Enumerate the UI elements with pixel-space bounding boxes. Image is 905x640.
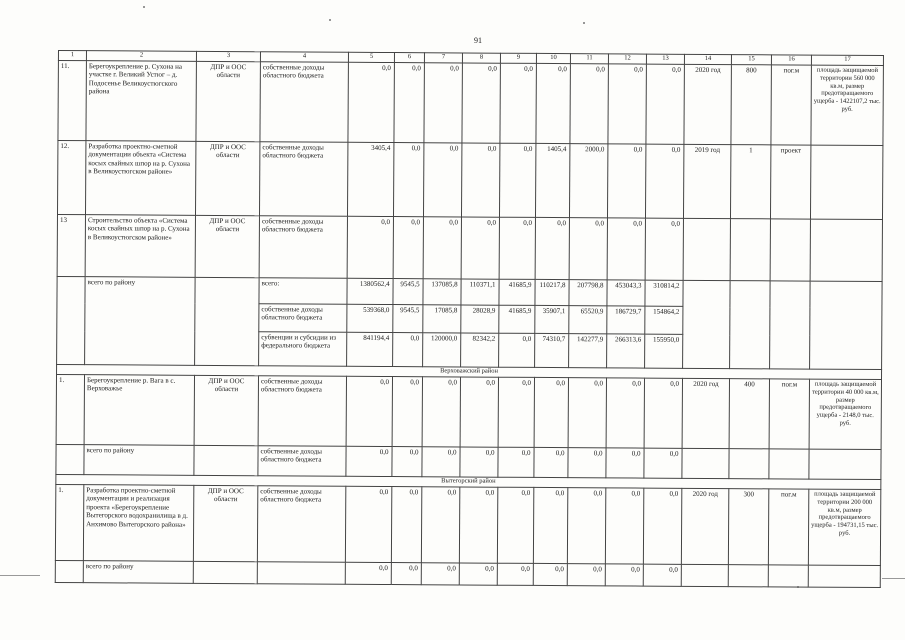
value-cell: 65520,9 xyxy=(569,306,607,334)
unit: пог.м xyxy=(769,379,809,449)
value-cell: 2000,0 xyxy=(569,144,607,218)
value-cell: 0,0 xyxy=(461,143,499,217)
header-cell: 14 xyxy=(684,54,731,64)
header-cell: 2 xyxy=(86,51,196,62)
value-cell: 0,0 xyxy=(422,447,460,477)
empty-cell xyxy=(809,449,881,479)
value-cell: 35907,1 xyxy=(535,305,569,333)
value-cell: 841194,4 xyxy=(347,332,393,366)
value-cell: 0,0 xyxy=(568,378,606,448)
value-cell: 0,0 xyxy=(347,216,393,278)
value-cell: 0,0 xyxy=(605,564,643,586)
value-cell: 0,0 xyxy=(421,563,459,585)
empty-cell xyxy=(683,280,731,368)
value-cell: 0,0 xyxy=(421,487,459,563)
empty-cell xyxy=(257,562,345,585)
quantity: 800 xyxy=(731,65,771,145)
funding-source: собственные доходы областного бюджета xyxy=(257,486,345,563)
header-cell: 4 xyxy=(260,52,348,63)
unit xyxy=(770,219,810,281)
value-cell: 0,0 xyxy=(606,378,644,448)
value-cell: 0,0 xyxy=(534,447,568,477)
value-cell: 0,0 xyxy=(423,217,461,279)
empty-cell xyxy=(729,449,769,479)
project-name: Строительство объекта «Система косых свайных шпор на р. Сухона в Великоустюгском районе» xyxy=(85,215,195,278)
header-cell: 12 xyxy=(608,54,646,64)
value-cell: 0,0 xyxy=(646,64,684,144)
value-cell: 142277,9 xyxy=(569,334,607,368)
empty-cell xyxy=(769,449,809,479)
empty-cell xyxy=(195,277,260,365)
total-row xyxy=(57,276,882,307)
value-cell: 0,0 xyxy=(570,64,608,144)
value-cell: 110217,8 xyxy=(535,279,569,305)
scan-edge-line xyxy=(882,578,905,579)
value-cell: 0,0 xyxy=(497,487,533,563)
table-row xyxy=(57,141,882,220)
header-cell: 11 xyxy=(570,54,608,64)
header-cell: 13 xyxy=(646,54,684,64)
value-cell: 0,0 xyxy=(423,143,461,217)
funding-source: собственные доходы областного бюджета xyxy=(258,376,346,447)
value-cell: 0,0 xyxy=(644,378,682,448)
value-cell: 0,0 xyxy=(346,446,392,476)
value-cell: 0,0 xyxy=(497,563,533,585)
empty-cell xyxy=(56,444,84,474)
value-cell: 0,0 xyxy=(608,64,646,144)
value-cell: 0,0 xyxy=(498,447,534,477)
header-cell: 7 xyxy=(424,53,462,63)
header-cell: 1 xyxy=(58,51,86,61)
value-cell: 3405,4 xyxy=(347,142,393,216)
empty-cell xyxy=(681,564,728,586)
value-cell: 41685,9 xyxy=(499,279,535,305)
value-cell: 120000,0 xyxy=(423,333,461,367)
table-row xyxy=(58,61,883,146)
header-cell: 3 xyxy=(196,51,260,61)
funding-source: субвенции и субсидии из федерального бюджета xyxy=(259,332,347,367)
value-cell: 0,0 xyxy=(607,218,645,280)
scan-edge-line xyxy=(0,575,40,576)
value-cell: 0,0 xyxy=(645,218,683,280)
funding-source: всего: xyxy=(259,278,347,305)
value-cell: 82342,2 xyxy=(461,333,499,367)
value-cell: 0,0 xyxy=(606,448,644,478)
note xyxy=(810,145,882,219)
value-cell: 0,0 xyxy=(460,447,498,477)
scan-speck xyxy=(583,22,585,24)
value-cell: 9545,5 xyxy=(393,305,423,333)
value-cell: 0,0 xyxy=(605,488,643,564)
table-body xyxy=(55,51,883,588)
header-cell: 16 xyxy=(771,55,811,65)
unit: пог.м xyxy=(771,65,811,145)
value-cell: 17085,8 xyxy=(423,305,461,333)
value-cell: 0,0 xyxy=(461,217,499,279)
row-number: 13 xyxy=(57,214,85,276)
value-cell: 0,0 xyxy=(459,563,497,585)
table-row xyxy=(56,374,881,449)
empty-cell xyxy=(193,561,257,583)
funding-source: собственные доходы областного бюджета xyxy=(258,446,346,477)
value-cell: 0,0 xyxy=(348,62,394,142)
header-cell: 15 xyxy=(731,55,771,65)
value-cell: 310814,2 xyxy=(645,280,683,306)
empty-cell xyxy=(682,448,729,478)
row-number: 11. xyxy=(58,61,86,141)
header-cell: 6 xyxy=(394,53,424,63)
value-cell: 0,0 xyxy=(345,562,391,584)
value-cell: 207798,8 xyxy=(569,280,607,306)
value-cell: 9545,5 xyxy=(393,279,423,305)
value-cell: 0,0 xyxy=(643,564,681,586)
value-cell: 0,0 xyxy=(535,217,569,279)
value-cell: 0,0 xyxy=(460,377,498,447)
value-cell: 0,0 xyxy=(391,563,421,585)
value-cell: 0,0 xyxy=(462,63,500,143)
table-row xyxy=(57,214,882,281)
header-cell: 17 xyxy=(811,55,883,65)
value-cell: 0,0 xyxy=(499,143,535,217)
project-name: Берегоукрепление р. Вага в с. Верховажье xyxy=(84,375,194,446)
empty-cell xyxy=(808,565,880,587)
quantity: 1 xyxy=(730,145,770,219)
completion-year: 2020 год xyxy=(684,64,731,144)
value-cell: 0,0 xyxy=(533,563,567,585)
value-cell: 0,0 xyxy=(533,487,567,563)
scan-speck xyxy=(143,6,145,8)
quantity: 300 xyxy=(728,489,768,565)
value-cell: 0,0 xyxy=(607,144,645,218)
row-number: 1. xyxy=(55,484,83,560)
page-number: 91 xyxy=(474,36,482,45)
value-cell: 0,0 xyxy=(391,487,421,563)
value-cell: 0,0 xyxy=(346,376,392,446)
value-cell: 0,0 xyxy=(394,63,424,143)
value-cell: 0,0 xyxy=(499,333,535,367)
value-cell: 0,0 xyxy=(392,447,422,477)
empty-cell xyxy=(728,565,768,587)
quantity xyxy=(730,219,770,281)
executor: ДПР и ООС области xyxy=(194,375,258,445)
total-label: всего по району xyxy=(85,277,196,366)
empty-cell xyxy=(770,281,811,369)
funding-source: собственные доходы областного бюджета xyxy=(259,216,347,279)
completion-year: 2020 год xyxy=(681,488,728,564)
value-cell: 1405,4 xyxy=(535,143,569,217)
section-title: Вытегорский район xyxy=(56,474,881,489)
value-cell: 0,0 xyxy=(568,448,606,478)
project-name: Разработка проектно-сметной документации и реализация проекта «Берегоукрепление Вытегорского водохранилища в д. Анхимово Вытегорского района» xyxy=(83,485,193,562)
executor: ДПР и ООС области xyxy=(195,215,259,277)
note: площадь защищаемой территории 40 000 кв.м, размер предотвращаемого ущерба - 2148,0 тыс. руб. xyxy=(809,379,881,449)
quantity: 400 xyxy=(729,379,769,449)
scan-speck xyxy=(329,19,331,21)
empty-cell xyxy=(730,281,771,369)
value-cell: 539368,0 xyxy=(347,304,393,332)
funding-source: собственные доходы областного бюджета xyxy=(260,62,348,143)
header-cell: 8 xyxy=(462,53,500,63)
value-cell: 0,0 xyxy=(393,333,423,367)
funding-source: собственные доходы областного бюджета xyxy=(259,304,347,333)
total-label: всего по району xyxy=(84,445,194,476)
completion-year: 2019 год xyxy=(683,144,730,218)
value-cell: 0,0 xyxy=(645,144,683,218)
executor: ДПР и ООС области xyxy=(193,485,257,561)
value-cell: 0,0 xyxy=(459,487,497,563)
value-cell: 0,0 xyxy=(643,488,681,564)
executor: ДПР и ООС области xyxy=(196,61,260,141)
value-cell: 0,0 xyxy=(500,63,536,143)
project-name: Разработка проектно-сметной документации объекта «Система косых свайных шпор на р. Сухона в Великоустюгском районе» xyxy=(85,141,195,216)
completion-year xyxy=(683,218,730,280)
value-cell: 74310,7 xyxy=(535,333,569,367)
unit: пог.м xyxy=(768,489,808,565)
value-cell: 0,0 xyxy=(569,218,607,280)
value-cell: 154864,2 xyxy=(645,306,683,334)
budget-table xyxy=(55,50,884,588)
total-label: всего по району xyxy=(83,561,193,584)
value-cell: 137085,8 xyxy=(423,279,461,305)
value-cell: 453043,3 xyxy=(607,280,645,306)
value-cell: 266313,6 xyxy=(607,334,645,368)
budget-table-sheet xyxy=(55,50,883,603)
empty-cell xyxy=(55,560,83,582)
value-cell: 0,0 xyxy=(393,217,423,279)
total-row xyxy=(55,560,880,587)
value-cell: 0,0 xyxy=(422,377,460,447)
value-cell: 0,0 xyxy=(345,486,391,562)
value-cell: 110371,1 xyxy=(461,279,499,305)
project-name: Берегоукрепление р. Сухона на участке г. Великий Устюг – д. Подосенье Великоустюгского района xyxy=(86,61,196,142)
note: площадь защищаемой территории 560 000 кв.м, размер предотвращаемого ущерба - 1422107,2 тыс. руб. xyxy=(811,65,883,145)
empty-cell xyxy=(768,565,808,587)
note xyxy=(810,219,882,281)
row-number: 1. xyxy=(56,374,84,444)
table-row xyxy=(55,484,880,565)
value-cell: 0,0 xyxy=(392,377,422,447)
value-cell: 186729,7 xyxy=(607,306,645,334)
value-cell: 1380562,4 xyxy=(347,278,393,304)
value-cell: 0,0 xyxy=(534,377,568,447)
empty-cell xyxy=(57,276,86,364)
empty-cell xyxy=(194,445,258,475)
row-number: 12. xyxy=(57,141,85,215)
note: площадь защищаемой территории 200 000 кв.м, размер предотвращаемого ущерба - 194731,15 тыс. руб. xyxy=(808,489,880,565)
value-cell: 0,0 xyxy=(393,143,423,217)
value-cell: 28028,9 xyxy=(461,305,499,333)
value-cell: 0,0 xyxy=(567,488,605,564)
executor: ДПР и ООС области xyxy=(195,141,259,215)
value-cell: 0,0 xyxy=(567,564,605,586)
value-cell: 0,0 xyxy=(536,63,570,143)
empty-cell xyxy=(810,281,883,369)
value-cell: 0,0 xyxy=(424,63,462,143)
value-cell: 0,0 xyxy=(499,217,535,279)
funding-source: собственные доходы областного бюджета xyxy=(259,142,347,217)
section-title: Верховажский район xyxy=(57,364,882,379)
header-cell: 5 xyxy=(348,52,394,62)
header-cell: 10 xyxy=(536,53,570,63)
header-cell: 9 xyxy=(500,53,536,63)
unit: проект xyxy=(770,145,810,219)
value-cell: 155950,0 xyxy=(645,334,683,368)
value-cell: 0,0 xyxy=(498,377,534,447)
value-cell: 41685,9 xyxy=(499,305,535,333)
completion-year: 2020 год xyxy=(682,378,729,448)
value-cell: 0,0 xyxy=(644,448,682,478)
